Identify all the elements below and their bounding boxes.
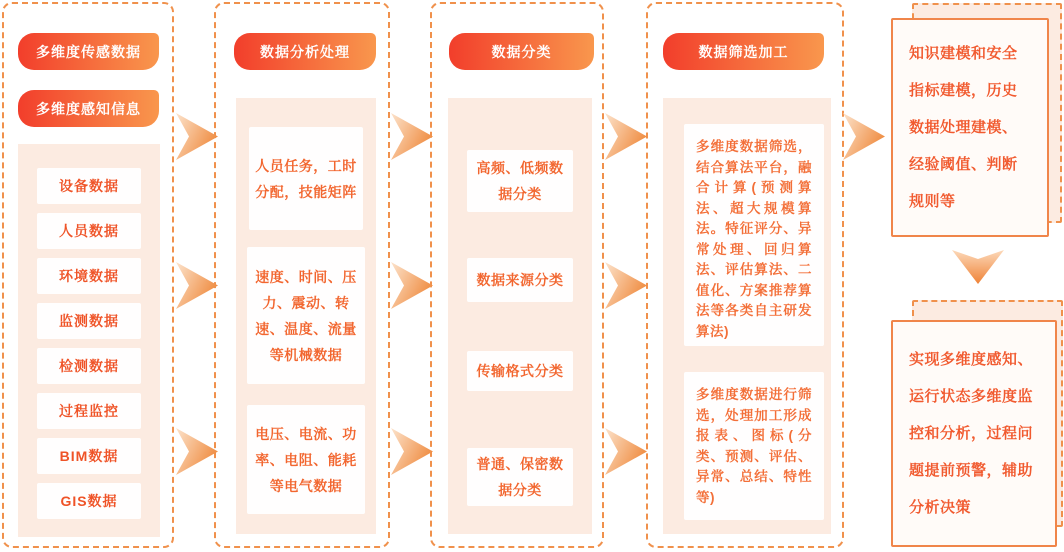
badge-data-analysis: 数据分析处理 bbox=[234, 33, 376, 70]
knowledge-modeling-text: 知识建模和安全指标建模，历史数据处理建模、经验阈值、判断规则等 bbox=[909, 45, 1018, 210]
box-personnel-tasks: 人员任务，工时分配，技能矩阵 bbox=[249, 127, 363, 230]
data-classification-panel bbox=[448, 98, 592, 534]
box-report-generation-text: 多维度数据进行筛选，处理加工形成报表、图标(分类、预测、评估、异常、总结、特性等) bbox=[696, 387, 812, 505]
box-electrical-data: 电压、电流、功率、电阻、能耗等电气数据 bbox=[247, 405, 365, 514]
column-data-analysis bbox=[214, 2, 390, 548]
decision-support-box bbox=[891, 320, 1057, 547]
flow-arrow-down-icon bbox=[952, 250, 1004, 286]
flow-arrow-right-icon bbox=[605, 262, 647, 309]
list-item-gis-data: GIS数据 bbox=[37, 483, 141, 519]
box-mechanical-data: 速度、时间、压力、震动、转速、温度、流量等机械数据 bbox=[247, 247, 365, 384]
badge-data-classification: 数据分类 bbox=[449, 33, 594, 70]
data-filtering-panel bbox=[663, 98, 831, 534]
box-source-classification: 数据来源分类 bbox=[467, 258, 573, 302]
badge-data-filtering: 数据筛选加工 bbox=[663, 33, 824, 70]
box-confidentiality-classification: 普通、保密数据分类 bbox=[467, 448, 573, 506]
flow-arrow-right-icon bbox=[176, 113, 218, 160]
list-item-environment-data: 环境数据 bbox=[37, 258, 141, 294]
flow-arrow-right-icon bbox=[391, 428, 433, 475]
list-item-process-monitoring: 过程监控 bbox=[37, 393, 141, 429]
list-item-bim-data: BIM数据 bbox=[37, 438, 141, 474]
list-item-monitoring-data: 监测数据 bbox=[37, 303, 141, 339]
flow-arrow-right-icon bbox=[605, 113, 647, 160]
box-transmission-format-classification: 传输格式分类 bbox=[467, 351, 573, 391]
flow-arrow-right-icon bbox=[391, 262, 433, 309]
list-item-inspection-data: 检测数据 bbox=[37, 348, 141, 384]
flow-arrow-right-icon bbox=[391, 113, 433, 160]
flow-arrow-right-icon bbox=[176, 428, 218, 475]
box-report-generation bbox=[684, 372, 824, 520]
badge-sensor-data: 多维度传感数据 bbox=[18, 33, 159, 70]
decision-support-text: 实现多维度感知、运行状态多维度监控和分析，过程问题提前预警，辅助分析决策 bbox=[909, 351, 1034, 516]
box-frequency-classification: 高频、低频数据分类 bbox=[467, 150, 573, 212]
box-algorithm-fusion bbox=[684, 124, 824, 346]
flow-arrow-right-icon bbox=[176, 262, 218, 309]
column-sensor-data bbox=[2, 2, 174, 548]
column-data-classification bbox=[430, 2, 604, 548]
list-item-personnel-data: 人员数据 bbox=[37, 213, 141, 249]
badge-perception-info: 多维度感知信息 bbox=[18, 90, 159, 127]
box-algorithm-fusion-text: 多维度数据筛选，结合算法平台，融合计算(预测算法、超大规模算法。特征评分、异常处理、回归算法、评估算法、二值化、方案推荐算法等各类自主研发算法) bbox=[696, 139, 812, 339]
knowledge-modeling-box bbox=[891, 18, 1049, 237]
sensor-data-panel bbox=[18, 144, 160, 537]
flow-arrow-right-icon bbox=[605, 428, 647, 475]
column-data-filtering bbox=[646, 2, 844, 548]
flow-arrow-right-icon bbox=[843, 113, 885, 160]
data-analysis-panel bbox=[236, 98, 376, 534]
list-item-device-data: 设备数据 bbox=[37, 168, 141, 204]
